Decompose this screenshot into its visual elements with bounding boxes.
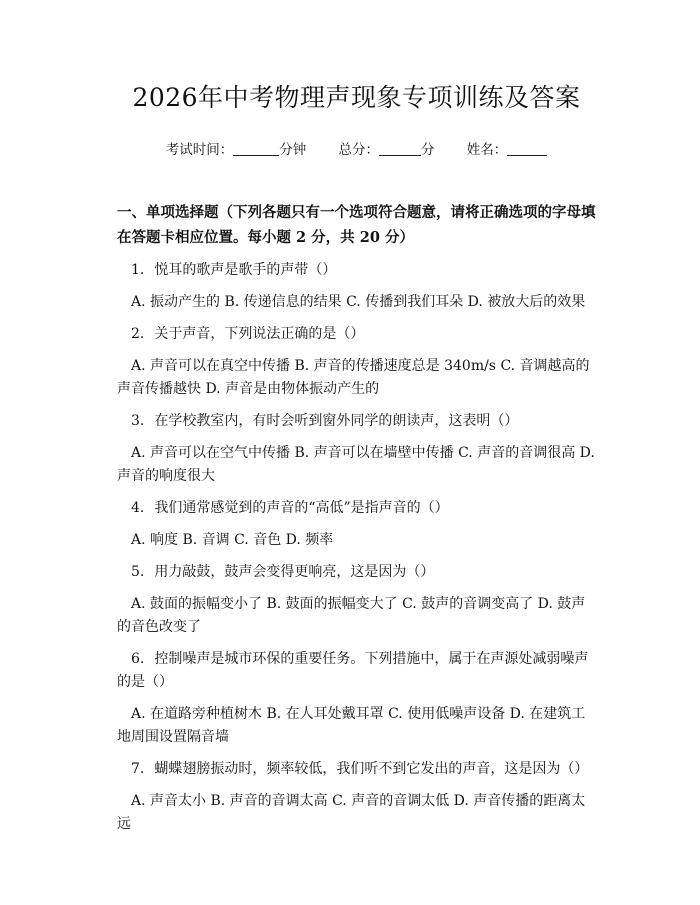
exam-time-unit: 分钟 [279, 142, 307, 158]
question-options: A. 声音可以在空气中传播 B. 声音可以在墙壁中传播 C. 声音的音调很高 D. 声音的响度很大 [117, 445, 595, 484]
question-stem [117, 259, 596, 282]
question-stem [117, 410, 596, 433]
exam-time-field [166, 140, 307, 160]
question-options: A. 在道路旁种植树木 B. 在人耳处戴耳罩 C. 使用低噪声设备 D. 在建筑工地周围设置隔音墙 [117, 706, 586, 745]
question-stem [117, 648, 596, 694]
page-title: 2026年中考物理声现象专项训练及答案 [132, 83, 581, 112]
exam-time-blank[interactable] [233, 141, 279, 156]
question-3 [117, 410, 596, 488]
question-stem [117, 561, 596, 584]
total-score-unit: 分 [421, 142, 435, 158]
question-stem [117, 758, 596, 781]
question-number: 2. [131, 326, 145, 342]
student-name-blank[interactable] [507, 141, 547, 156]
student-name-label: 姓名： [466, 142, 508, 158]
question-stem [117, 323, 596, 346]
question-number: 4. [131, 500, 145, 516]
question-2 [117, 323, 596, 401]
question-stem [117, 497, 596, 520]
question-options: A. 声音可以在真空中传播 B. 声音的传播速度总是 340m/s C. 音调越高的声音传播越快 D. 声音是由物体振动产生的 [117, 358, 590, 397]
question-number: 5. [131, 564, 145, 580]
question-options: A. 鼓面的振幅变小了 B. 鼓面的振幅变大了 C. 鼓声的音调变高了 D. 鼓声的音色改变了 [117, 596, 586, 635]
question-1 [117, 259, 596, 314]
exam-info [117, 140, 596, 160]
question-text: 蝴蝶翅膀振动时，频率较低，我们听不到它发出的声音，这是因为（） [154, 761, 589, 777]
question-text: 关于声音，下列说法正确的是（） [154, 326, 365, 342]
question-4 [117, 497, 596, 552]
question-text: 悦耳的歌声是歌手的声带（） [154, 262, 337, 278]
total-score-field [339, 140, 435, 160]
question-text: 控制噪声是城市环保的重要任务。下列措施中，属于在声源处减弱噪声的是（） [117, 651, 589, 690]
question-text: 用力敲鼓，鼓声会变得更响亮，这是因为（） [154, 564, 435, 580]
question-text: 我们通常感觉到的声音的“高低”是指声音的（） [154, 500, 449, 516]
exam-time-label: 考试时间： [165, 142, 234, 158]
question-number: 3. [131, 413, 145, 429]
total-score-label: 总分： [338, 142, 379, 158]
question-text: 在学校教室内，有时会听到窗外同学的朗读声，这表明（） [154, 413, 519, 429]
student-name-field [467, 140, 548, 160]
section-heading: 一、单项选择题（下列各题只有一个选项符合题意，请将正确选项的字母填在答题卡相应位置。每小题 2 分，共 20 分） [117, 204, 596, 246]
total-score-blank[interactable] [379, 141, 421, 156]
question-number: 1. [131, 262, 145, 278]
question-number: 7. [131, 761, 145, 777]
question-7 [117, 758, 596, 836]
question-5 [117, 561, 596, 639]
question-options: A. 振动产生的 B. 传递信息的结果 C. 传播到我们耳朵 D. 被放大后的效果 [131, 294, 586, 310]
question-6 [117, 648, 596, 749]
question-options: A. 响度 B. 音调 C. 音色 D. 频率 [131, 532, 334, 548]
question-options: A. 声音太小 B. 声音的音调太高 C. 声音的音调太低 D. 声音传播的距离太远 [117, 793, 586, 832]
question-number: 6. [131, 651, 145, 667]
